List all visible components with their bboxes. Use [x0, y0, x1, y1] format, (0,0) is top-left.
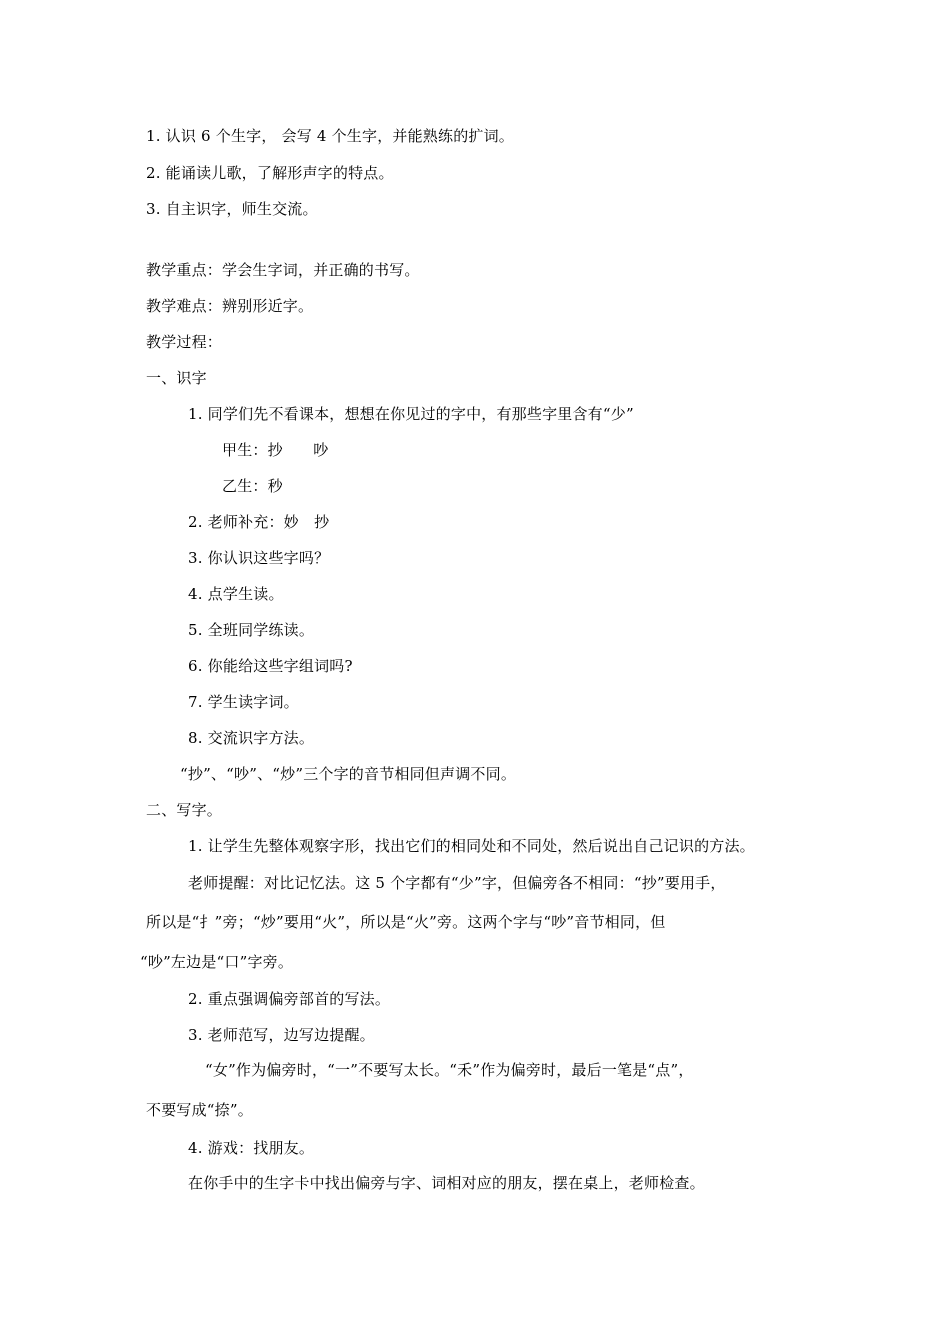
process-heading: 教学过程：: [146, 333, 223, 351]
section1-step8: 8. 交流识字方法。: [188, 729, 315, 747]
teacher-reminder-line-2: 所以是“扌”旁；“炒”要用“火”，所以是“火”旁。这两个字与“吵”音节相同，但: [146, 913, 666, 931]
difficult-point: 教学难点：辨别形近字。: [146, 297, 314, 315]
key-point: 教学重点：学会生字词，并正确的书写。: [146, 261, 420, 279]
section2-step4: 4. 游戏：找朋友。: [188, 1139, 315, 1157]
section2-step1: 1. 让学生先整体观察字形，找出它们的相同处和不同处，然后说出自己记识的方法。: [188, 837, 755, 855]
section2-step3: 3. 老师范写，边写边提醒。: [188, 1026, 375, 1044]
student-a-answer: 甲生：抄 吵: [222, 441, 329, 459]
section1-step3: 3. 你认识这些字吗？: [188, 549, 330, 567]
teacher-reminder-line-3: “吵”左边是“口”字旁。: [140, 953, 294, 971]
writing-note-line-1: “女”作为偏旁时，“一”不要写太长。“禾”作为偏旁时，最后一笔是“点”，: [205, 1061, 694, 1079]
section1-step1: 1. 同学们先不看课本，想想在你见过的字中，有那些字里含有“少”: [188, 405, 634, 423]
section2-heading: 二、写字。: [146, 801, 223, 819]
objective-1: 1. 认识 6 个生字， 会写 4 个生字，并能熟练的扩词。: [146, 127, 515, 145]
writing-note-line-2: 不要写成“捺”。: [146, 1101, 253, 1119]
objective-3: 3. 自主识字，师生交流。: [146, 200, 318, 218]
section2-step2: 2. 重点强调偏旁部首的写法。: [188, 990, 391, 1008]
section1-step7: 7. 学生读字词。: [188, 693, 299, 711]
section1-note: “抄”、“吵”、“炒”三个字的音节相同但声调不同。: [180, 765, 517, 783]
section1-step6: 6. 你能给这些字组词吗?: [188, 657, 353, 675]
section1-step5: 5. 全班同学练读。: [188, 621, 315, 639]
section1-step4: 4. 点学生读。: [188, 585, 284, 603]
teacher-reminder-line-1: 老师提醒：对比记忆法。这 5 个字都有“少”字，但偏旁各不相同：“抄”要用手，: [188, 874, 726, 892]
section1-step2: 2. 老师补充：妙 抄: [188, 513, 330, 531]
game-description: 在你手中的生字卡中找出偏旁与字、词相对应的朋友，摆在桌上，老师检查。: [188, 1174, 705, 1192]
section1-heading: 一、识字: [146, 369, 207, 387]
student-b-answer: 乙生：秒: [222, 477, 283, 495]
objective-2: 2. 能诵读儿歌，了解形声字的特点。: [146, 164, 394, 182]
